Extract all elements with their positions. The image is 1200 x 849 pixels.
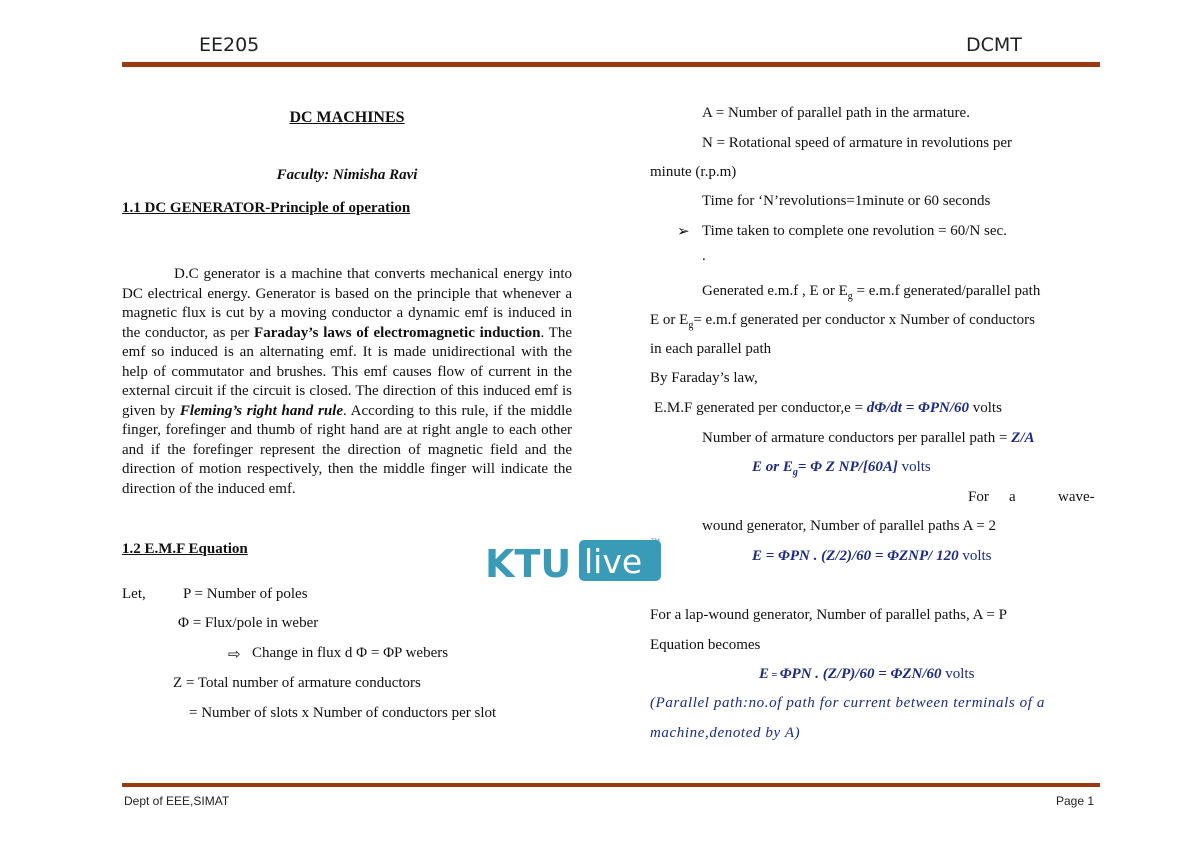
parallel-path-definition: A = Number of parallel path in the armature. [702,105,970,121]
eg-subscript: g [688,320,694,331]
equation-becomes-label: Equation becomes [650,637,761,653]
emf-formula-subscript: g [792,467,798,478]
poles-definition: P = Number of poles [183,586,308,602]
conductors-per-path-line [702,430,1035,447]
conductors-per-path-text: Number of armature conductors per parallel path = [702,430,1012,446]
emf-general-formula [752,459,931,478]
section-heading-2: 1.2 E.M.F Equation [122,541,248,557]
speed-definition-line1: N = Rotational speed of armature in revolutions per [702,135,1013,151]
generated-emf-text: Generated e.m.f , E or E [702,283,848,299]
wave-formula-unit: volts [958,548,992,564]
header-rule [122,62,1100,67]
emf-formula-e: E or E [752,459,793,475]
eg-text-2: = e.m.f generated per conductor x Number of conductors [693,312,1035,328]
emf-per-conductor-unit: volts [969,400,1002,416]
para-text-3: . According to this rule, if the middle finger, forefinger and thumb of right hand are at right angle to each other and if the forefinger represent the direction of magnetic field and the direction of motion respectively, then the middle finger will indicate the direction of the induced emf. [122,402,573,497]
lap-wound-formula [759,666,974,683]
wave-formula-body: E = ΦPN . (Z/2)/60 = ΦZNP/ 120 [752,548,959,564]
ktu-live-logo-graphic [485,537,663,583]
fleming-rule-term: Fleming’s right hand rule [179,402,343,419]
header-course-name: DCMT [966,34,1022,56]
live-text: live [584,542,643,581]
conductors-per-path-formula: Z/A [1011,430,1035,446]
emf-formula-body: = Φ Z NP/[60A] [797,459,898,475]
faraday-law-term: Faraday’s laws of electromagnetic induction [254,324,541,341]
emf-per-conductor-text: E.M.F generated per conductor,e = [654,400,867,416]
lap-formula-unit: volts [941,666,975,682]
faculty-name: Faculty: Nimisha Ravi [276,167,418,183]
time-for-n-revolutions: Time for ‘N’revolutions=1minute or 60 seconds [702,193,991,209]
speed-definition-line2: minute (r.p.m) [650,164,737,180]
emf-formula-unit: volts [897,459,931,475]
wave-word-a: a [1009,489,1016,505]
wave-word-for: For [968,489,989,505]
principle-paragraph [122,265,572,499]
emf-per-conductor-line [654,400,1002,417]
lap-formula-e: E [759,666,770,682]
flux-change-line: Change in flux d Φ = ΦP webers [252,645,449,661]
ktu-text: KTU [485,542,572,583]
time-one-revolution: Time taken to complete one revolution = 60/N sec. [702,223,1007,239]
generated-emf-subscript: g [847,291,853,302]
header-course-code: EE205 [199,34,260,56]
wave-wound-line: wound generator, Number of parallel paths A = 2 [702,518,997,534]
emf-per-conductor-formula: dΦ/dt = ΦPN/60 [866,400,970,416]
generated-emf-text-2: = e.m.f generated/parallel path [852,283,1041,299]
eg-definition-line1 [650,312,1035,331]
faraday-law-label: By Faraday’s law, [650,370,758,386]
eg-text: E or E [650,312,689,328]
stray-dot: . [702,248,706,264]
wave-word-wave: wave- [1058,489,1095,505]
arrow-icon: ⇨ [228,647,241,663]
footer-rule [122,783,1100,787]
generated-emf-line [702,283,1040,302]
footer-department: Dept of EEE,SIMAT [124,794,230,808]
parallel-path-note-line1: (Parallel path:no.of path for current between terminals of a [650,695,1045,711]
lap-formula-body: ΦPN . (Z/P)/60 = ΦZN/60 [779,666,942,682]
footer-page-number: Page 1 [1056,794,1095,808]
bullet-arrow-icon: ➢ [677,224,690,240]
para-text-1: D.C generator is a machine that converts mechanical energy into DC electrical energy. Generator is based on the principle that whenever a magnetic flux is cut by a moving conductor a dynamic emf is induced in the conductor, as per [122,266,572,341]
lap-wound-line: For a lap-wound generator, Number of parallel paths, A = P [650,607,1007,623]
conductors-definition: Z = Total number of armature conductors [173,675,421,691]
slots-definition: = Number of slots x Number of conductors per slot [189,705,497,721]
para-text-2: . The emf so induced is an alternating emf. It is made unidirectional with the help of commutator and brushes. This emf causes flow of current in the external circuit if the circuit is closed. The direction of this induced emf is given by [122,324,572,419]
wave-wound-formula [752,548,992,565]
parallel-path-note-line2: machine,denoted by A) [650,725,801,741]
page-title: DC MACHINES [289,109,405,126]
eg-definition-line2: in each parallel path [650,341,772,357]
ktu-live-logo [485,537,663,583]
let-label: Let, [122,586,146,602]
section-heading-1: 1.1 DC GENERATOR-Principle of operation [122,200,411,216]
trademark-text: TM [651,538,660,545]
flux-definition: Φ = Flux/pole in weber [178,615,319,631]
lap-formula-eq: = [769,670,780,681]
